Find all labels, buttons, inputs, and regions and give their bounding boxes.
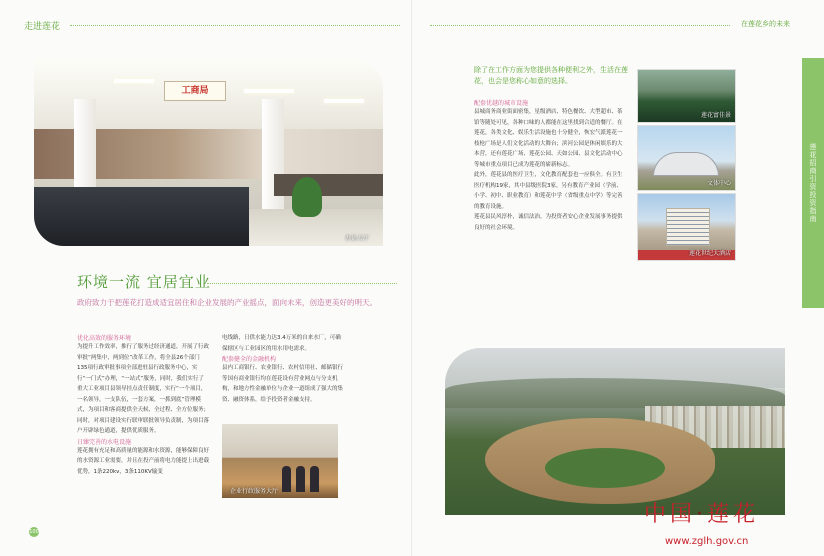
- logo-text-b: 莲花: [707, 502, 760, 527]
- stadium-dome: [653, 152, 719, 176]
- river-town-aerial-photo: [445, 348, 785, 515]
- paragraph-finance: 县内工商银行、农业银行、农村信用社、邮储银行等国有商业银行均在莲花设有营业网点与分支机构，和地方性金融单位与企业一道组成了强大的集资、融资体系，给予投资者金融支持。: [222, 365, 344, 403]
- service-photo-caption: 企业行政服务大厅: [230, 488, 279, 495]
- site-logo: [644, 497, 759, 528]
- section-title: 环境一流 宜居宜业: [77, 273, 211, 291]
- subheading-service: 优化高效的服务环境: [77, 335, 132, 342]
- right-header-title: 在莲花乡的未来: [741, 20, 790, 28]
- hall-pillar: [262, 99, 284, 219]
- side-tab: 莲花招商引资投资指南: [802, 58, 824, 308]
- section-intro: 政府致力于把莲花打造成适宜居住和企业发展的产业摇点，面向未来，创造更美好的明天。: [77, 298, 377, 307]
- page-number: 100: [29, 529, 39, 535]
- subheading-utilities: 日臻完善的水电设施: [77, 438, 132, 446]
- sports-center-photo: [637, 125, 736, 191]
- page-gutter: [411, 0, 413, 556]
- subheading-facilities: 配套优越的城市设施: [474, 100, 529, 107]
- service-hall-photo: [222, 424, 338, 498]
- hotel-photo: [637, 193, 736, 261]
- title-divider: [207, 283, 397, 284]
- service-counter: [274, 174, 383, 196]
- office-hall-photo: [34, 59, 383, 246]
- lotus-pond-photo: [637, 69, 736, 123]
- ceiling-light: [114, 79, 154, 83]
- ceiling-light: [244, 89, 294, 93]
- person-figure: [282, 466, 291, 492]
- right-intro: 除了在工作方面为您提供各种便利之外，生活在莲花，也会是您称心如意的选择。: [474, 66, 628, 85]
- paragraph-utilities: 莲花拥有充足和高质量的能源和水资源，能够保障良好的水资源工业需要，并且在投产前将电力能提上出进载优势，1条220kv，3条110KV输变: [77, 447, 210, 475]
- paragraph-facilities: 县城商务商业街面密集，星级酒店、特色餐饮、大型超市、茶馆等随处可见，各种口味的人都能在这里找到合适的餐厅。在莲花，各类文化、娱乐生活设施也十分健全，恢宏气派莲花一枝枪广场是人们文化活动的大舞台；滨河公园是休闲娱乐的大本营，还有莲花广场、莲花公园、天如公园、县文化活动中心等城市重点项目已成为莲花的崭新标志。: [474, 109, 623, 168]
- lotus-photo-caption: 莲花富佳景: [700, 112, 731, 119]
- person-figure: [296, 466, 305, 492]
- logo-text-a: 中国: [644, 502, 697, 527]
- paragraph-service: 为提升工作效率，推行了服务过经济通道，开展了行政审批“两集中，两到位”改革工作，将全县26个部门135项行政审批事项全部进驻县行政服务中心，实行“一门式”办理，“一站式”服务，同时，我们实行了重大工业项目县领导挂点责任制度，实行“一个项目，一名领导，一支队伍，一套方案，一抓到底”管理模式，为项目和客商提供全天候、全过程、全方位服务；同时，对项目建设实行联审联批领导负责制，为项目落户开辟绿色通道，提供优质服务。: [77, 344, 210, 434]
- paragraph-society: 莲花县民风淳朴，诚信法治，为投资者安心企业发展事务提供良好的社会环境。: [474, 214, 623, 231]
- header-divider-left: [70, 25, 400, 26]
- right-body: [474, 98, 624, 233]
- paragraph-utilities-cont: 电线路，日供水能力达3.4万米的自来水厂，可确保辖区与工业园区的用水用电需求。: [222, 335, 341, 352]
- sports-photo-caption: 文体中心: [706, 180, 731, 187]
- site-url: www.zglh.gov.cn: [665, 536, 749, 547]
- potted-plant: [292, 177, 322, 217]
- header-divider-right: [430, 25, 730, 26]
- river-island: [545, 448, 665, 488]
- hotel-photo-caption: 莲花世纪大酒店: [688, 250, 731, 257]
- hall-photo-caption: 办证大厅: [344, 235, 369, 242]
- hall-sign: 工商局: [164, 81, 226, 101]
- person-figure: [310, 466, 319, 492]
- subheading-finance: 配套健全的金融机构: [222, 356, 277, 363]
- logo-dot: ·: [696, 502, 708, 527]
- left-column-1: [77, 333, 209, 477]
- left-column-2: [222, 333, 346, 405]
- front-counter: [34, 187, 249, 246]
- left-header-title: 走进莲花: [24, 22, 61, 32]
- ceiling-light: [324, 99, 364, 103]
- paragraph-education: 此外，莲花县的医疗卫生，文化教育配套也一应俱全。有卫生医疗机构19家，其中县级医院3家，另有教育产业园（学前、小学、初中、职业教育）和莲花中学（省级重点中学）等完善的教育设施。: [474, 172, 623, 210]
- hotel-building: [666, 208, 710, 246]
